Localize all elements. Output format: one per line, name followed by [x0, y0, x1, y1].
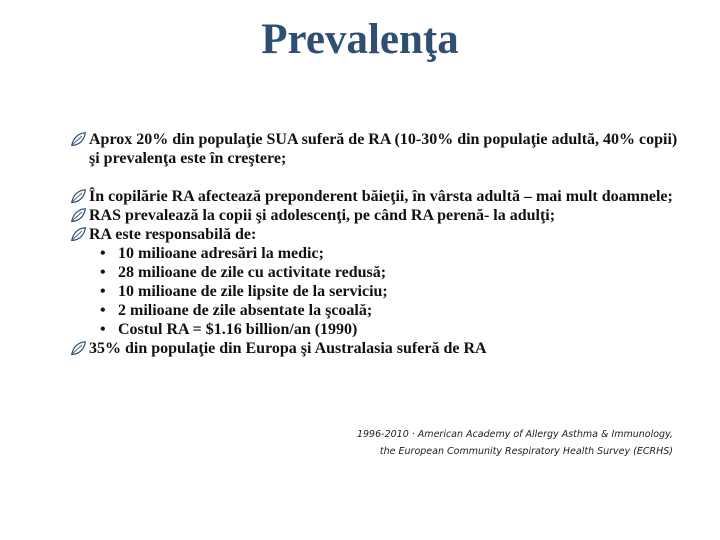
sub-bullet: [70, 244, 690, 263]
source-line: 1996-2010 · American Academy of Allergy Asthma & Immunology,: [356, 429, 673, 440]
leaf-icon: [70, 226, 87, 243]
sub-bullet-dot: •: [100, 321, 106, 338]
sub-bullet-text: 2 milioane de zile absentate la şcoală;: [118, 302, 373, 319]
leaf-icon: [70, 188, 87, 205]
leaf-icon: [70, 340, 87, 357]
leaf-icon: [70, 207, 87, 224]
bullet-text: RAS prevalează la copii şi adolescenţi, pe când RA perenă- la adulţi;: [89, 207, 556, 224]
sub-bullet-text: 10 milioane de zile lipsite de la serviciu;: [118, 283, 388, 300]
leaf-icon: [70, 131, 87, 148]
bullet-point: [70, 187, 690, 206]
slide-content: [70, 130, 690, 358]
bullet-point: [70, 130, 690, 168]
sub-bullet-dot: •: [100, 245, 106, 262]
bullet-text: În copilărie RA afectează preponderent băieţii, în vârsta adultă – mai mult doamnele;: [89, 188, 673, 205]
bullet-text: RA este responsabilă de:: [89, 226, 257, 243]
source-line: the European Community Respiratory Health Survey (ECRHS): [379, 446, 673, 457]
sub-bullet: [70, 263, 690, 282]
sub-bullet-dot: •: [100, 302, 106, 319]
sub-bullet: [70, 320, 690, 339]
bullet-point: [70, 225, 690, 244]
sub-bullet-text: Costul RA = $1.16 billion/an (1990): [118, 321, 358, 338]
bullet-point: [70, 339, 690, 358]
source-citation: [273, 426, 673, 460]
sub-bullet-dot: •: [100, 283, 106, 300]
slide-title: Prevalenţa: [261, 16, 459, 63]
sub-bullet-text: 10 milioane adresări la medic;: [118, 245, 324, 262]
bullet-text: 35% din populaţie din Europa şi Australasia suferă de RA: [89, 340, 487, 357]
sub-bullet: [70, 301, 690, 320]
bullet-point: [70, 206, 690, 225]
sub-bullet-dot: •: [100, 264, 106, 281]
bullet-text: Aprox 20% din populaţie SUA suferă de RA (10-30% din populaţie adultă, 40% copii) şi prevalenţa este în creştere;: [89, 131, 678, 167]
sub-bullet: [70, 282, 690, 301]
sub-bullet-text: 28 milioane de zile cu activitate redusă;: [118, 264, 387, 281]
